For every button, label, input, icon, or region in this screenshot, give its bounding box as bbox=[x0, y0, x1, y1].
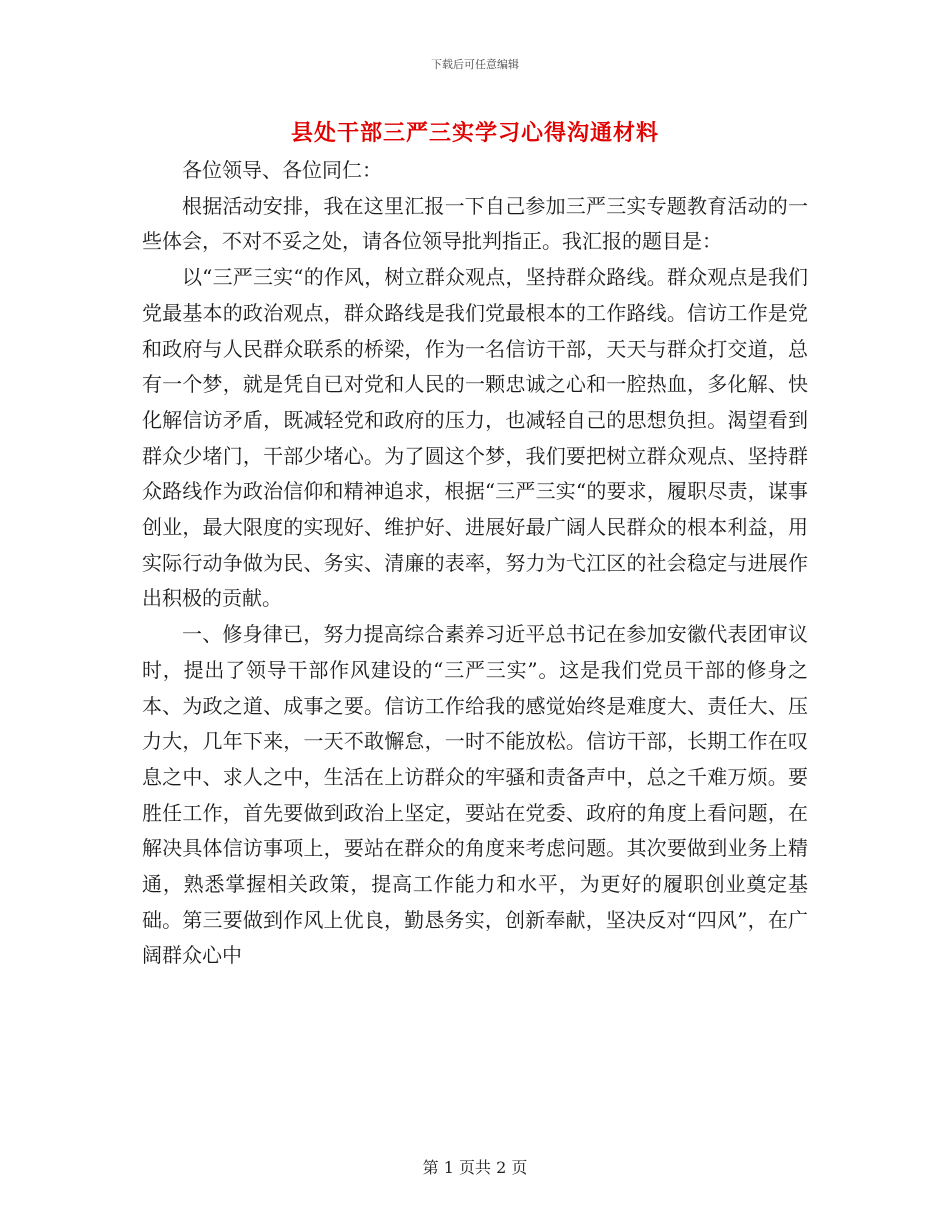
document-body bbox=[142, 153, 808, 974]
paragraph-salutation: 各位领导、各位同仁： bbox=[182, 158, 382, 182]
paragraph-intro: 根据活动安排，我在这里汇报一下自己参加三严三实专题教育活动的一些体会，不对不妥之处，请各位领导批判指正。我汇报的题目是： bbox=[142, 193, 808, 254]
page-footer: 第 1 页共 2 页 bbox=[422, 1158, 528, 1177]
paragraph-theme: 以“三严三实“的作风，树立群众观点，坚持群众路线。群众观点是我们党最基本的政治观点，群众路线是我们党最根本的工作路线。信访工作是党和政府与人民群众联系的桥梁，作为一名信访干部，天天与群众打交道，总有一个梦，就是凭自已对党和人民的一颗忠诚之心和一腔热血，多化解、快化解信访矛盾，既减轻党和政府的压力，也减轻自己的思想负担。渴望看到群众少堵门，干部少堵心。为了圆这个梦，我们要把树立群众观点、坚持群众路线作为政治信仰和精神追求，根据“三严三实“的要求，履职尽责，谋事创业，最大限度的实现好、维护好、进展好最广阔人民群众的根本利益，用实际行动争做为民、务实、清廉的表率，努力为弋江区的社会稳定与进展作出积极的贡献。 bbox=[142, 265, 808, 611]
header-note: 下载后可任意编辑 bbox=[431, 58, 519, 71]
paragraph-section-one: 一、修身律已，努力提高综合素养习近平总书记在参加安徽代表团审议时，提出了领导干部作风建设的“三严三实”。这是我们党员干部的修身之本、为政之道、成事之要。信访工作给我的感觉始终是难度大、责任大、压力大，几年下来，一天不敢懈怠，一时不能放松。信访干部，长期工作在叹息之中、求人之中，生活在上访群众的牢骚和责备声中，总之千难万烦。要胜任工作，首先要做到政治上坚定，要站在党委、政府的角度上看问题，在解决具体信访事项上，要站在群众的角度来考虑问题。其次要做到业务上精通，熟悉掌握相关政策，提高工作能力和水平，为更好的履职创业奠定基础。第三要做到作风上优良，勤恳务实，创新奉献，坚决反对“四风”，在广阔群众心中 bbox=[142, 622, 808, 968]
document-title: 县处干部三严三实学习心得沟通材料 bbox=[290, 120, 659, 146]
